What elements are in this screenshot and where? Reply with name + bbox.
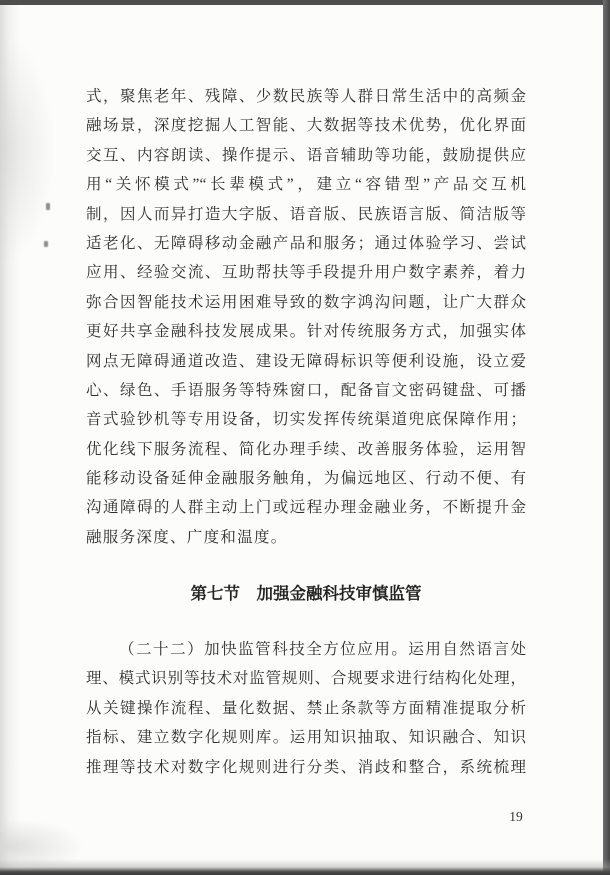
text-line: 优化线下服务流程、简化办理手续、改善服务体验，运用智 <box>86 440 526 458</box>
text-line: 式，聚焦老年、残障、少数民族等人群日常生活中的高频金 <box>86 88 526 105</box>
scan-edge-bottom <box>0 859 610 875</box>
text-line: 音式验钞机等专用设备，切实发挥传统渠道兜底保障作用； <box>86 411 526 429</box>
scan-smudge-top-left <box>0 35 55 265</box>
page-number: 19 <box>509 809 523 824</box>
text-line: 沟通障碍的人群主动上门或远程办理金融业务，不断提升金 <box>86 499 526 517</box>
text-line: （二十二）加快监管科技全方位应用。运用自然语言处 <box>119 641 526 658</box>
text-line: 推理等技术对数字化规则进行分类、消歧和整合，系统梳理 <box>86 758 526 776</box>
scan-edge-right <box>603 0 610 875</box>
section-heading: 第七节 加强金融科技审慎监管 <box>190 584 422 603</box>
body-paragraph-1 <box>86 82 526 552</box>
text-line: 应用、经验交流、互助帮扶等手段提升用户数字素养，着力 <box>86 264 526 282</box>
text-line: 网点无障碍通道改造、建设无障碍标识等便利设施，设立爱 <box>86 352 526 370</box>
text-line: 交互、内容朗读、操作提示、语音辅助等功能，鼓励提供应 <box>86 146 526 164</box>
text-line: 融服务深度、广度和温度。 <box>86 528 288 546</box>
text-line: 用“关怀模式”“长辈模式”，建立“容错型”产品交互机 <box>86 176 526 194</box>
text-line: 制，因人而异打造大字版、语音版、民族语言版、简洁版等 <box>86 205 526 223</box>
text-line: 融场景，深度挖掘人工智能、大数据等技术优势，优化界面 <box>86 117 526 135</box>
text-line: 弥合因智能技术运用困难导致的数字鸿沟问题，让广大群众 <box>86 293 526 311</box>
text-line: 更好共享金融科技发展成果。针对传统服务方式，加强实体 <box>86 323 526 341</box>
scan-speck <box>46 203 50 210</box>
text-line: 从关键操作流程、量化数据、禁止条款等方面精准提取分析 <box>86 699 526 717</box>
scan-edge-top <box>0 0 610 5</box>
text-line: 理、模式识别等技术对监管规则、合规要求进行结构化处理， <box>86 670 526 688</box>
text-line: 指标、建立数字化规则库。运用知识抽取、知识融合、知识 <box>86 729 526 747</box>
text-line: 能移动设备延伸金融服务触角，为偏远地区、行动不便、有 <box>86 470 526 488</box>
text-line: 适老化、无障碍移动金融产品和服务；通过体验学习、尝试 <box>86 234 526 252</box>
body-paragraph-2 <box>86 635 526 782</box>
scan-speck <box>44 241 48 247</box>
text-line: 心、绿色、手语服务等特殊窗口，配备盲文密码键盘、可播 <box>86 381 526 399</box>
